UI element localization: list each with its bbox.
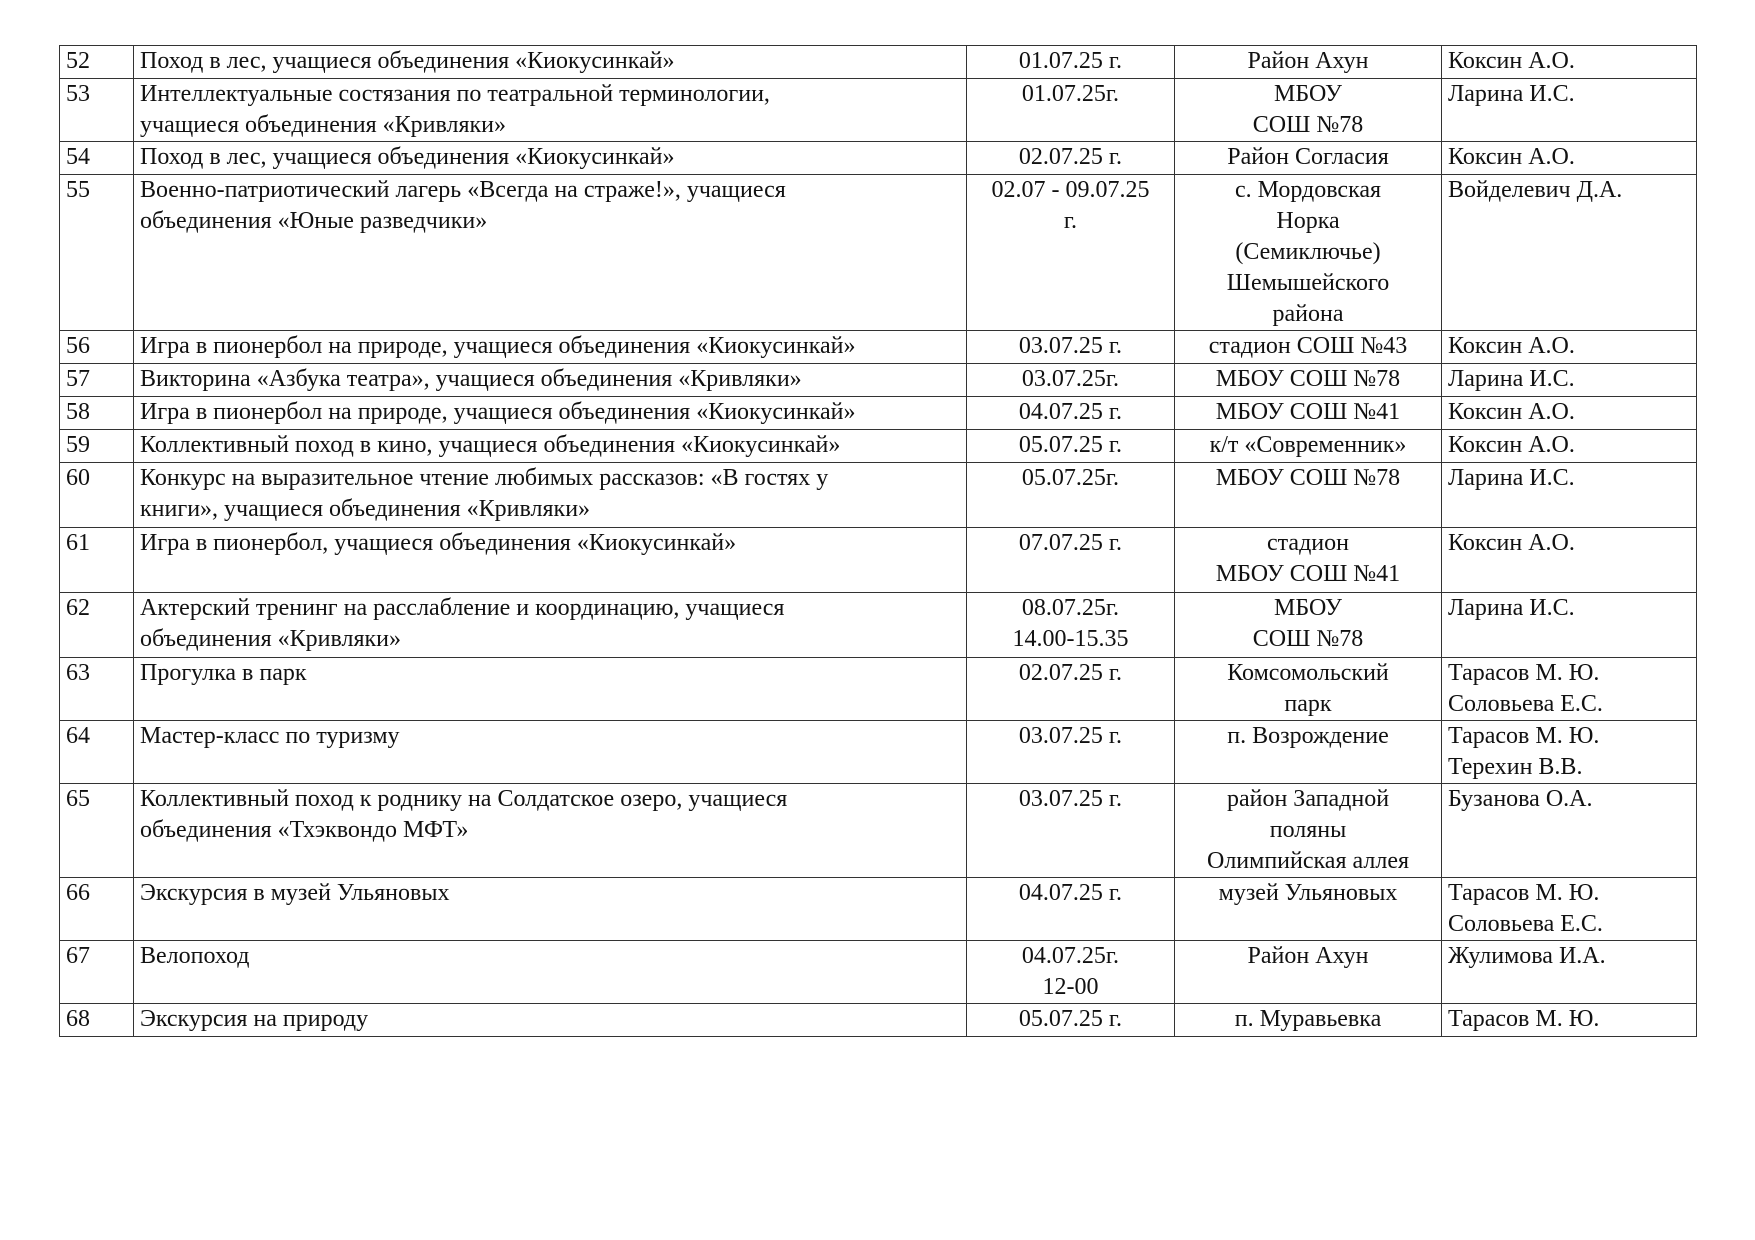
event-cell — [134, 878, 967, 941]
responsible-cell — [1442, 721, 1697, 784]
responsible-line: Коксин А.О. — [1448, 530, 1575, 556]
event-cell — [134, 463, 967, 528]
responsible-line: Тарасов М. Ю. — [1448, 1006, 1600, 1032]
responsible-cell — [1442, 528, 1697, 593]
place-cell — [1175, 593, 1442, 658]
date-cell — [967, 941, 1175, 1004]
date-line: 05.07.25 г. — [1018, 432, 1123, 458]
date-cell — [967, 528, 1175, 593]
responsible-line: Бузанова О.А. — [1448, 786, 1593, 812]
row-number: 54 — [66, 144, 90, 170]
event-line: Экскурсия в музей Ульяновых — [140, 880, 450, 906]
row-number: 62 — [66, 595, 90, 621]
responsible-line: Коксин А.О. — [1448, 399, 1575, 425]
date-cell — [967, 175, 1175, 331]
date-line: 02.07.25 г. — [1018, 660, 1123, 686]
table-row — [60, 878, 1697, 941]
place-cell — [1175, 878, 1442, 941]
place-cell — [1175, 1004, 1442, 1037]
row-number-cell — [60, 463, 134, 528]
place-line: парк — [1284, 691, 1332, 717]
responsible-cell — [1442, 658, 1697, 721]
event-line: Мастер-класс по туризму — [140, 723, 400, 749]
date-cell — [967, 658, 1175, 721]
row-number-cell — [60, 142, 134, 175]
row-number: 61 — [66, 530, 90, 556]
event-line: Актерский тренинг на расслабление и координацию, учащиеся — [140, 595, 785, 621]
responsible-line: Коксин А.О. — [1448, 48, 1575, 74]
responsible-cell — [1442, 784, 1697, 878]
place-line: поляны — [1269, 817, 1347, 843]
responsible-cell — [1442, 142, 1697, 175]
date-cell — [967, 784, 1175, 878]
responsible-line: Ларина И.С. — [1448, 81, 1575, 107]
responsible-line: Жулимова И.А. — [1448, 943, 1606, 969]
table-row — [60, 397, 1697, 430]
responsible-line: Терехин В.В. — [1448, 754, 1583, 780]
event-line: Военно-патриотический лагерь «Всегда на страже!», учащиеся — [140, 177, 786, 203]
responsible-cell — [1442, 1004, 1697, 1037]
event-cell — [134, 46, 967, 79]
row-number: 67 — [66, 943, 90, 969]
row-number-cell — [60, 175, 134, 331]
row-number: 55 — [66, 177, 90, 203]
row-number: 58 — [66, 399, 90, 425]
place-line: стадион СОШ №43 — [1208, 333, 1408, 359]
place-line: с. Мордовская — [1234, 177, 1382, 203]
row-number: 52 — [66, 48, 90, 74]
table-row — [60, 658, 1697, 721]
responsible-line: Ларина И.С. — [1448, 366, 1575, 392]
place-line: МБОУ СОШ №78 — [1215, 465, 1401, 491]
place-line: Комсомольский — [1227, 660, 1389, 686]
row-number: 64 — [66, 723, 90, 749]
date-line: 01.07.25г. — [1021, 81, 1120, 107]
place-line: МБОУ — [1274, 595, 1342, 621]
date-cell — [967, 397, 1175, 430]
event-cell — [134, 79, 967, 142]
event-cell — [134, 331, 967, 364]
table-row — [60, 941, 1697, 1004]
responsible-cell — [1442, 463, 1697, 528]
date-line: 03.07.25 г. — [1018, 786, 1123, 812]
place-line: МБОУ СОШ №41 — [1215, 561, 1401, 587]
table-row — [60, 364, 1697, 397]
row-number: 56 — [66, 333, 90, 359]
place-line: Норка — [1276, 208, 1340, 234]
responsible-line: Ларина И.С. — [1448, 465, 1575, 491]
event-line: Велопоход — [140, 943, 250, 969]
place-cell — [1175, 941, 1442, 1004]
date-line: 05.07.25г. — [1021, 465, 1120, 491]
row-number-cell — [60, 784, 134, 878]
place-line: района — [1272, 301, 1344, 327]
place-line: Район Ахун — [1247, 48, 1369, 74]
responsible-cell — [1442, 331, 1697, 364]
row-number-cell — [60, 430, 134, 463]
place-line: МБОУ СОШ №41 — [1215, 399, 1401, 425]
place-line: Район Ахун — [1247, 943, 1369, 969]
responsible-cell — [1442, 175, 1697, 331]
date-line: 08.07.25г. — [1021, 595, 1120, 621]
row-number: 59 — [66, 432, 90, 458]
responsible-cell — [1442, 397, 1697, 430]
event-line: учащиеся объединения «Кривляки» — [140, 112, 507, 138]
responsible-line: Коксин А.О. — [1448, 333, 1575, 359]
place-line: СОШ №78 — [1252, 626, 1364, 652]
row-number-cell — [60, 331, 134, 364]
event-cell — [134, 941, 967, 1004]
date-cell — [967, 46, 1175, 79]
event-line: Конкурс на выразительное чтение любимых рассказов: «В гостях у — [140, 465, 829, 491]
date-cell — [967, 430, 1175, 463]
place-cell — [1175, 784, 1442, 878]
row-number-cell — [60, 79, 134, 142]
date-line: 12-00 — [1042, 974, 1099, 1000]
event-line: Экскурсия на природу — [140, 1006, 369, 1032]
event-line: Викторина «Азбука театра», учащиеся объединения «Кривляки» — [140, 366, 802, 392]
event-line: Прогулка в парк — [140, 660, 307, 686]
row-number: 53 — [66, 81, 90, 107]
responsible-line: Тарасов М. Ю. — [1448, 723, 1600, 749]
event-line: Коллективный поход в кино, учащиеся объединения «Киокусинкай» — [140, 432, 841, 458]
responsible-cell — [1442, 878, 1697, 941]
event-cell — [134, 142, 967, 175]
responsible-line: Ларина И.С. — [1448, 595, 1575, 621]
row-number-cell — [60, 721, 134, 784]
place-line: п. Муравьевка — [1234, 1006, 1382, 1032]
place-cell — [1175, 658, 1442, 721]
place-cell — [1175, 364, 1442, 397]
event-cell — [134, 528, 967, 593]
place-cell — [1175, 175, 1442, 331]
responsible-cell — [1442, 364, 1697, 397]
event-line: Игра в пионербол на природе, учащиеся объединения «Киокусинкай» — [140, 399, 856, 425]
event-cell — [134, 721, 967, 784]
row-number-cell — [60, 593, 134, 658]
table-row — [60, 46, 1697, 79]
table-row — [60, 721, 1697, 784]
date-cell — [967, 721, 1175, 784]
date-line: 14.00-15.35 — [1012, 626, 1129, 652]
event-cell — [134, 658, 967, 721]
date-line: 02.07 - 09.07.25 — [991, 177, 1150, 203]
date-cell — [967, 331, 1175, 364]
row-number-cell — [60, 397, 134, 430]
table-row — [60, 463, 1697, 528]
row-number: 68 — [66, 1006, 90, 1032]
date-line: 07.07.25 г. — [1018, 530, 1123, 556]
date-line: 01.07.25 г. — [1018, 48, 1123, 74]
event-line: Игра в пионербол на природе, учащиеся объединения «Киокусинкай» — [140, 333, 856, 359]
place-line: к/т «Современник» — [1209, 432, 1407, 458]
row-number-cell — [60, 1004, 134, 1037]
date-line: 04.07.25г. — [1021, 943, 1120, 969]
place-cell — [1175, 528, 1442, 593]
row-number: 57 — [66, 366, 90, 392]
place-line: Район Согласия — [1227, 144, 1389, 170]
event-line: Игра в пионербол, учащиеся объединения «Киокусинкай» — [140, 530, 737, 556]
responsible-cell — [1442, 430, 1697, 463]
row-number-cell — [60, 658, 134, 721]
table-row — [60, 593, 1697, 658]
place-cell — [1175, 331, 1442, 364]
event-line: книги», учащиеся объединения «Кривляки» — [140, 496, 591, 522]
row-number-cell — [60, 528, 134, 593]
responsible-cell — [1442, 941, 1697, 1004]
table-row — [60, 331, 1697, 364]
place-cell — [1175, 46, 1442, 79]
row-number-cell — [60, 364, 134, 397]
event-line: Поход в лес, учащиеся объединения «Киокусинкай» — [140, 144, 675, 170]
place-line: район Западной — [1226, 786, 1390, 812]
place-line: (Семиключье) — [1235, 239, 1381, 265]
place-cell — [1175, 721, 1442, 784]
event-cell — [134, 430, 967, 463]
table-row — [60, 784, 1697, 878]
table-row — [60, 430, 1697, 463]
place-line: п. Возрождение — [1227, 723, 1389, 749]
event-cell — [134, 784, 967, 878]
row-number-cell — [60, 878, 134, 941]
date-line: 04.07.25 г. — [1018, 399, 1123, 425]
date-line: 03.07.25 г. — [1018, 723, 1123, 749]
date-line: г. — [1063, 208, 1078, 234]
place-line: СОШ №78 — [1252, 112, 1364, 138]
date-line: 05.07.25 г. — [1018, 1006, 1123, 1032]
responsible-line: Коксин А.О. — [1448, 432, 1575, 458]
responsible-line: Тарасов М. Ю. — [1448, 660, 1600, 686]
place-cell — [1175, 142, 1442, 175]
event-cell — [134, 1004, 967, 1037]
date-cell — [967, 878, 1175, 941]
place-line: стадион — [1267, 530, 1349, 556]
date-cell — [967, 463, 1175, 528]
date-cell — [967, 79, 1175, 142]
date-line: 02.07.25 г. — [1018, 144, 1123, 170]
table-row — [60, 79, 1697, 142]
event-line: Поход в лес, учащиеся объединения «Киокусинкай» — [140, 48, 675, 74]
responsible-cell — [1442, 46, 1697, 79]
responsible-cell — [1442, 79, 1697, 142]
row-number-cell — [60, 941, 134, 1004]
responsible-line: Тарасов М. Ю. — [1448, 880, 1600, 906]
date-cell — [967, 364, 1175, 397]
place-cell — [1175, 430, 1442, 463]
event-line: объединения «Юные разведчики» — [140, 208, 488, 234]
event-line: объединения «Кривляки» — [140, 626, 402, 652]
event-cell — [134, 364, 967, 397]
responsible-line: Войделевич Д.А. — [1448, 177, 1623, 203]
date-cell — [967, 593, 1175, 658]
event-line: Коллективный поход к роднику на Солдатское озеро, учащиеся — [140, 786, 788, 812]
date-cell — [967, 142, 1175, 175]
row-number: 60 — [66, 465, 90, 491]
table-body — [60, 46, 1697, 1037]
date-line: 03.07.25г. — [1021, 366, 1120, 392]
responsible-line: Коксин А.О. — [1448, 144, 1575, 170]
responsible-line: Соловьева Е.С. — [1448, 911, 1603, 937]
place-cell — [1175, 397, 1442, 430]
table-row — [60, 142, 1697, 175]
responsible-cell — [1442, 593, 1697, 658]
event-cell — [134, 175, 967, 331]
table-row — [60, 528, 1697, 593]
row-number: 65 — [66, 786, 90, 812]
responsible-line: Соловьева Е.С. — [1448, 691, 1603, 717]
date-line: 04.07.25 г. — [1018, 880, 1123, 906]
table-row — [60, 175, 1697, 331]
place-line: МБОУ СОШ №78 — [1215, 366, 1401, 392]
events-table — [59, 45, 1697, 1037]
place-line: Олимпийская аллея — [1206, 848, 1410, 874]
event-cell — [134, 397, 967, 430]
event-line: Интеллектуальные состязания по театральной терминологии, — [140, 81, 770, 107]
row-number: 63 — [66, 660, 90, 686]
place-line: музей Ульяновых — [1218, 880, 1398, 906]
event-line: объединения «Тхэквондо МФТ» — [140, 817, 469, 843]
place-line: Шемышейского — [1226, 270, 1390, 296]
place-cell — [1175, 463, 1442, 528]
place-line: МБОУ — [1274, 81, 1342, 107]
date-line: 03.07.25 г. — [1018, 333, 1123, 359]
date-cell — [967, 1004, 1175, 1037]
row-number: 66 — [66, 880, 90, 906]
table-row — [60, 1004, 1697, 1037]
row-number-cell — [60, 46, 134, 79]
event-cell — [134, 593, 967, 658]
place-cell — [1175, 79, 1442, 142]
